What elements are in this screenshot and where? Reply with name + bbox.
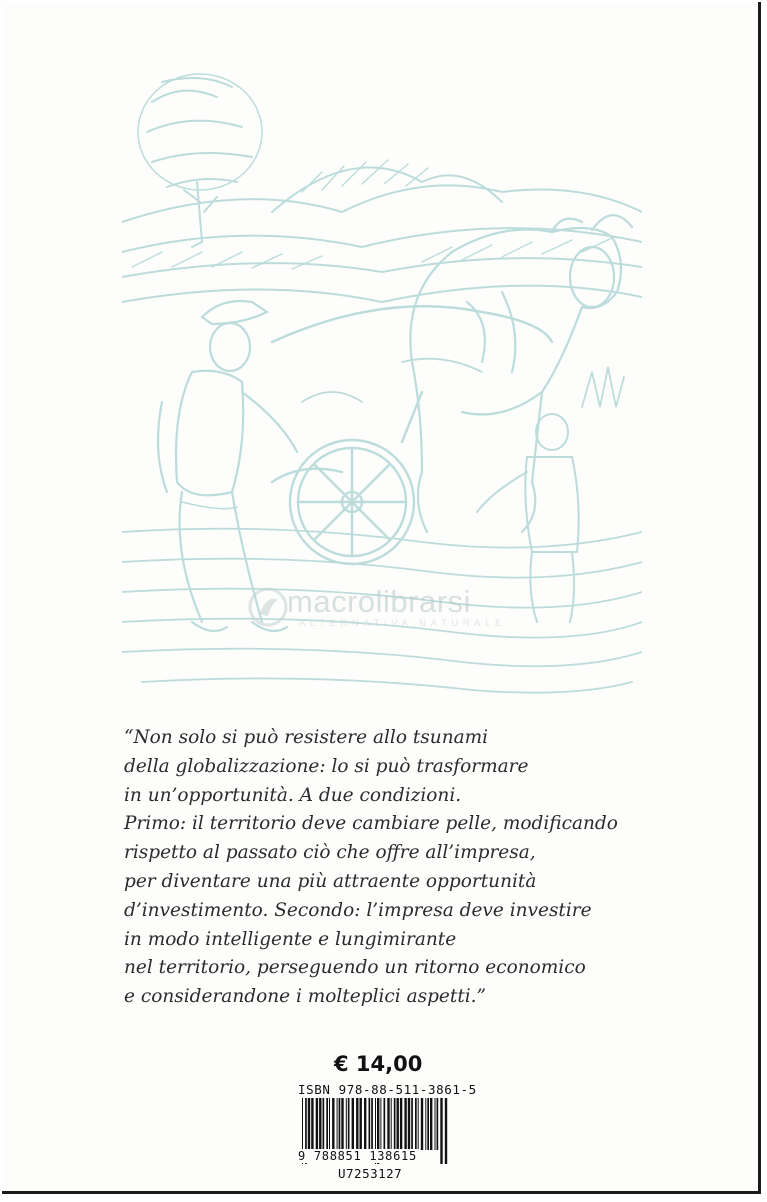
barcode-bar (427, 1098, 429, 1150)
barcode-bar (360, 1098, 362, 1150)
barcode-bar (425, 1098, 426, 1150)
quote-line: e considerandone i molteplici aspetti.” (124, 986, 487, 1008)
barcode-bar (323, 1098, 325, 1150)
barcode-bar (356, 1098, 358, 1150)
quote-line: per diventare una più attraente opportunità (124, 870, 537, 892)
barcode-bar (421, 1098, 423, 1150)
barcode-bar (437, 1098, 439, 1150)
barcode-bar (445, 1098, 447, 1164)
tree-icon (138, 74, 262, 247)
quote-line: nel territorio, perseguendo un ritorno economico (124, 957, 586, 979)
barcode-bar (311, 1098, 313, 1150)
barcode-bar (384, 1098, 386, 1150)
barcode-bar (435, 1098, 436, 1150)
macrolibrarsi-logo-icon (247, 586, 289, 628)
barcode-bar (430, 1098, 432, 1150)
quote-line: in modo intelligente e lungimirante (124, 928, 457, 950)
quote-line: Primo: il territorio deve cambiare pelle, modificando (124, 813, 618, 835)
quote-line: d’investimento. Secondo: l’impresa deve investire (124, 899, 592, 921)
barcode-bar (332, 1098, 334, 1150)
barcode-bar (397, 1098, 399, 1150)
barcode-bar (339, 1098, 341, 1150)
macrolibrarsi-watermark (247, 584, 547, 634)
product-code: U7253127 (338, 1166, 403, 1181)
barcode-bar (364, 1098, 366, 1150)
book-back-cover (2, 2, 761, 1194)
barcode-bar (308, 1098, 310, 1150)
quote-line: “Non solo si può resistere allo tsunami (124, 727, 489, 748)
quote-line: in un’opportunità. A due condizioni. (124, 784, 462, 806)
barcode-bar (404, 1098, 406, 1150)
barcode-bar (415, 1098, 417, 1150)
barcode-bar (411, 1098, 413, 1150)
barcode-bar (391, 1098, 392, 1150)
barcode-bar (319, 1098, 321, 1150)
isbn-label: ISBN 978-88-511-3861-5 (298, 1082, 477, 1097)
watermark-name: macrolibrarsi (287, 584, 471, 619)
barcode-bar (348, 1098, 350, 1150)
barcode-bar (346, 1098, 347, 1150)
quote-line: rispetto al passato ciò che offre all’impresa, (124, 842, 536, 864)
barcode-bar (369, 1098, 371, 1150)
quote-line: della globalizzazione: lo si può trasformare (124, 755, 529, 777)
barcode-bar (418, 1098, 419, 1150)
barcode-bar (380, 1098, 381, 1150)
barcode-digits: 9 788851 138615 (298, 1149, 417, 1163)
farmer-figure (158, 301, 297, 631)
barcode-bar (329, 1098, 330, 1150)
barcode-bar (400, 1098, 402, 1150)
barcode-bar (316, 1098, 318, 1150)
plough-wheel (272, 392, 422, 564)
barcode-bar (352, 1098, 354, 1150)
barcode-bar (440, 1098, 442, 1164)
barcode-bar (341, 1098, 343, 1150)
watermark-tagline: ALTERNATIVA NATURALE (299, 618, 506, 629)
barcode-bar (371, 1098, 373, 1150)
barcode-bar (337, 1098, 338, 1150)
back-cover-quote (124, 724, 724, 1012)
price-label: € 14,00 (334, 1052, 423, 1076)
barcode-bar (394, 1098, 396, 1150)
barcode-bar (387, 1098, 389, 1150)
barcode-bar (326, 1098, 328, 1150)
barcode-bar (408, 1098, 410, 1150)
